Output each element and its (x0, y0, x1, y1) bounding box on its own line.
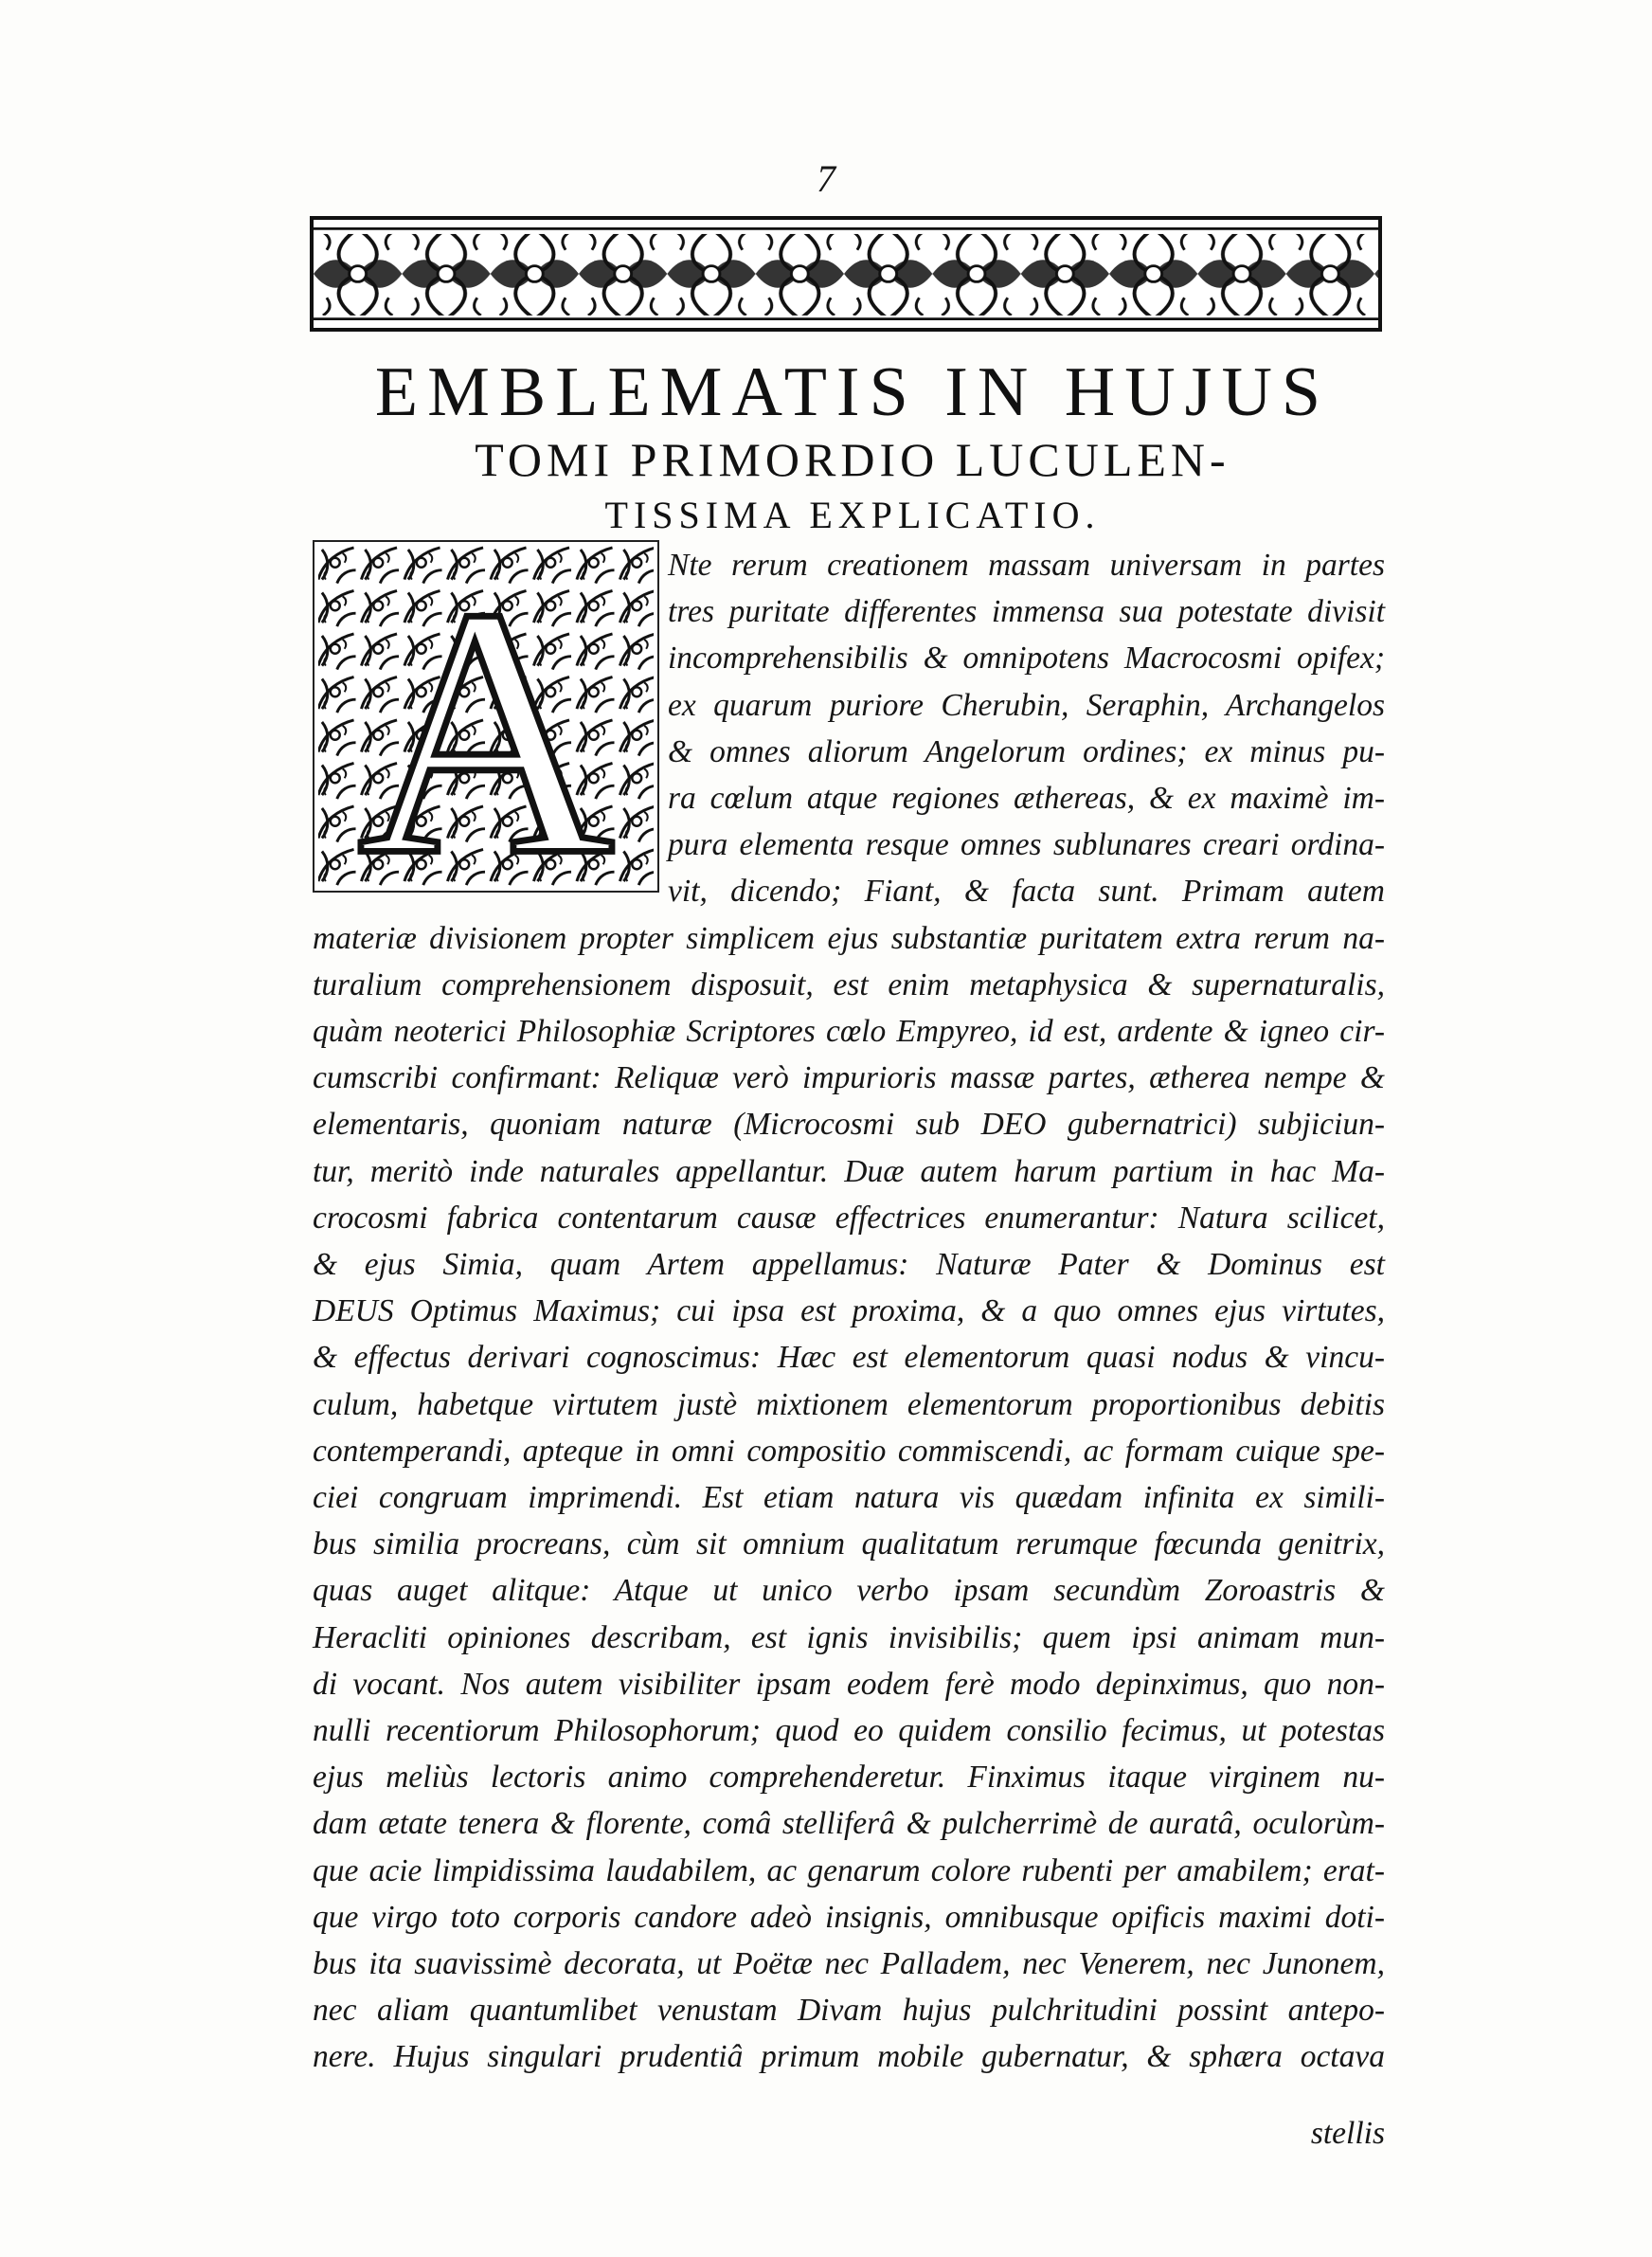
body-line: ciei congruam imprimendi. Est etiam natura vis quædam infinita ex simili- (313, 1480, 1385, 1515)
title-line-3: TISSIMA EXPLICATIO. (604, 494, 1101, 536)
body-line: nere. Hujus singulari prudentiâ primum mobile gubernatur, & sphæra octava (313, 2039, 1385, 2075)
body-line: tur, meritò inde naturales appellantur. Duæ autem harum partium in hac Ma- (313, 1153, 1385, 1189)
body-line: Nte rerum creationem massam universam in partes (668, 548, 1385, 583)
body-line: culum, habetque virtutem justè mixtionem elementorum proportionibus debitis (313, 1386, 1385, 1422)
body-line: tres puritate differentes immensa sua potestate divisit (668, 594, 1385, 630)
body-line: contemperandi, apteque in omni compositio commiscendi, ac formam cuique spe- (313, 1433, 1385, 1469)
page-number: 7 (817, 157, 835, 200)
body-line: & omnes aliorum Angelorum ordines; ex minus pu- (668, 733, 1385, 769)
body-line: turalium comprehensionem disposuit, est enim metaphysica & supernaturalis, (313, 966, 1385, 1002)
body-line: vit, dicendo; Fiant, & facta sunt. Primam autem (668, 874, 1385, 910)
body-line: nulli recentiorum Philosophorum; quod eo quidem consilio fecimus, ut potestas (313, 1713, 1385, 1748)
title-line-2: TOMI PRIMORDIO LUCULEN- (475, 433, 1230, 486)
body-line: & ejus Simia, quam Artem appellamus: Naturæ Pater & Dominus est (313, 1247, 1385, 1282)
initial-letter: A (357, 542, 615, 891)
body-line: cumscribi confirmant: Reliquæ verò impurioris massæ partes, ætherea nempe & (313, 1060, 1385, 1096)
ornamental-headpiece (310, 216, 1382, 332)
body-line: crocosmi fabrica contentarum causæ effectrices enumerantur: Natura scilicet, (313, 1200, 1385, 1236)
body-line: quas auget alitque: Atque ut unico verbo ipsam secundùm Zoroastris & (313, 1573, 1385, 1609)
body-line: ra cœlum atque regiones æthereas, & ex maximè im- (668, 781, 1385, 816)
body-line: quàm neoterici Philosophiæ Scriptores cœlo Empyreo, id est, ardente & igneo cir- (313, 1014, 1385, 1049)
body-line: ex quarum puriore Cherubin, Seraphin, Archangelos (668, 687, 1385, 723)
body-line: bus similia procreans, cùm sit omnium qualitatum rerumque fœcunda genitrix, (313, 1526, 1385, 1562)
body-line: materiæ divisionem propter simplicem ejus substantiæ puritatem extra rerum na- (313, 920, 1385, 956)
catchword: stellis (1310, 2116, 1385, 2151)
body-line: pura elementa resque omnes sublunares creari ordina- (668, 827, 1385, 863)
body-line: & effectus derivari cognoscimus: Hæc est elementorum quasi nodus & vincu- (313, 1340, 1385, 1376)
body-line: que acie limpidissima laudabilem, ac genarum colore rubenti per amabilem; erat- (313, 1852, 1385, 1888)
body-line: que virgo toto corporis candore adeò insignis, omnibusque opificis maximi doti- (313, 1899, 1385, 1935)
body-line: bus ita suavissimè decorata, ut Poëtæ nec Palladem, nec Venerem, nec Junonem, (313, 1946, 1385, 1981)
title-line-1: EMBLEMATIS IN HUJUS (374, 353, 1331, 431)
body-line: ejus meliùs lectoris animo comprehenderetur. Finximus itaque virginem nu- (313, 1760, 1385, 1796)
body-line: nec aliam quantumlibet venustam Divam hujus pulchritudini possint antepo- (313, 1993, 1385, 2029)
body-line: incomprehensibilis & omnipotens Macrocosmi opifex; (668, 641, 1385, 677)
body-line: di vocant. Nos autem visibiliter ipsam eodem ferè modo depinximus, quo non- (313, 1666, 1385, 1702)
decorated-initial (313, 540, 659, 893)
body-line: DEUS Optimus Maximus; cui ipsa est proxima, & a quo omnes ejus virtutes, (313, 1293, 1385, 1329)
body-line: dam ætate tenera & florente, comâ stelliferâ & pulcherrimè de auratâ, oculorùm- (313, 1806, 1385, 1842)
body-line: elementaris, quoniam naturæ (Microcosmi sub DEO gubernatrici) subjiciun- (313, 1107, 1385, 1143)
body-line: Heracliti opiniones describam, est ignis invisibilis; quem ipsi animam mun- (313, 1619, 1385, 1655)
